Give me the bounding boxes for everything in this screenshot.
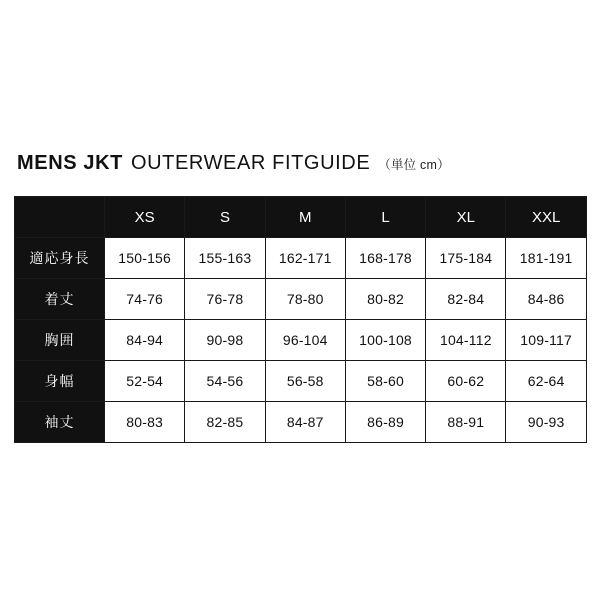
row-label: 胸囲 xyxy=(15,320,105,361)
table-cell: 82-84 xyxy=(426,279,506,320)
table-cell: 175-184 xyxy=(426,238,506,279)
table-cell: 181-191 xyxy=(506,238,586,279)
title-unit-note: （単位 cm） xyxy=(378,158,450,172)
table-cell: 60-62 xyxy=(426,361,506,402)
table-row xyxy=(15,402,587,443)
column-header-xl: XL xyxy=(426,197,506,238)
table-cell: 109-117 xyxy=(506,320,586,361)
table-cell: 162-171 xyxy=(265,238,345,279)
table-cell: 74-76 xyxy=(105,279,185,320)
table-cell: 80-83 xyxy=(105,402,185,443)
table-cell: 104-112 xyxy=(426,320,506,361)
table-row xyxy=(15,238,587,279)
table-row xyxy=(15,320,587,361)
row-label: 身幅 xyxy=(15,361,105,402)
table-cell: 52-54 xyxy=(105,361,185,402)
page-title xyxy=(17,152,450,175)
table-cell: 56-58 xyxy=(265,361,345,402)
table-cell: 84-87 xyxy=(265,402,345,443)
row-label: 袖丈 xyxy=(15,402,105,443)
table-cell: 90-98 xyxy=(185,320,265,361)
table-cell: 96-104 xyxy=(265,320,345,361)
row-label: 適応身長 xyxy=(15,238,105,279)
table-row xyxy=(15,361,587,402)
table-cell: 62-64 xyxy=(506,361,586,402)
table-cell: 84-86 xyxy=(506,279,586,320)
table-cell: 90-93 xyxy=(506,402,586,443)
table-cell: 88-91 xyxy=(426,402,506,443)
table-cell: 82-85 xyxy=(185,402,265,443)
table-cell: 100-108 xyxy=(345,320,425,361)
column-header-m: M xyxy=(265,197,345,238)
table-cell: 58-60 xyxy=(345,361,425,402)
table-cell: 168-178 xyxy=(345,238,425,279)
table-cell: 150-156 xyxy=(105,238,185,279)
column-header-s: S xyxy=(185,197,265,238)
table-cell: 76-78 xyxy=(185,279,265,320)
title-product: MENS JKT xyxy=(17,152,123,174)
table-header-row xyxy=(15,197,587,238)
row-label: 着丈 xyxy=(15,279,105,320)
column-header-l: L xyxy=(345,197,425,238)
table-row xyxy=(15,279,587,320)
table-cell: 80-82 xyxy=(345,279,425,320)
table-cell: 78-80 xyxy=(265,279,345,320)
size-chart-table xyxy=(14,196,587,443)
column-header-xxl: XXL xyxy=(506,197,586,238)
table-corner-cell xyxy=(15,197,105,238)
table-cell: 54-56 xyxy=(185,361,265,402)
table-cell: 84-94 xyxy=(105,320,185,361)
title-category: OUTERWEAR FITGUIDE xyxy=(130,152,371,174)
column-header-xs: XS xyxy=(105,197,185,238)
table-cell: 155-163 xyxy=(185,238,265,279)
table-cell: 86-89 xyxy=(345,402,425,443)
